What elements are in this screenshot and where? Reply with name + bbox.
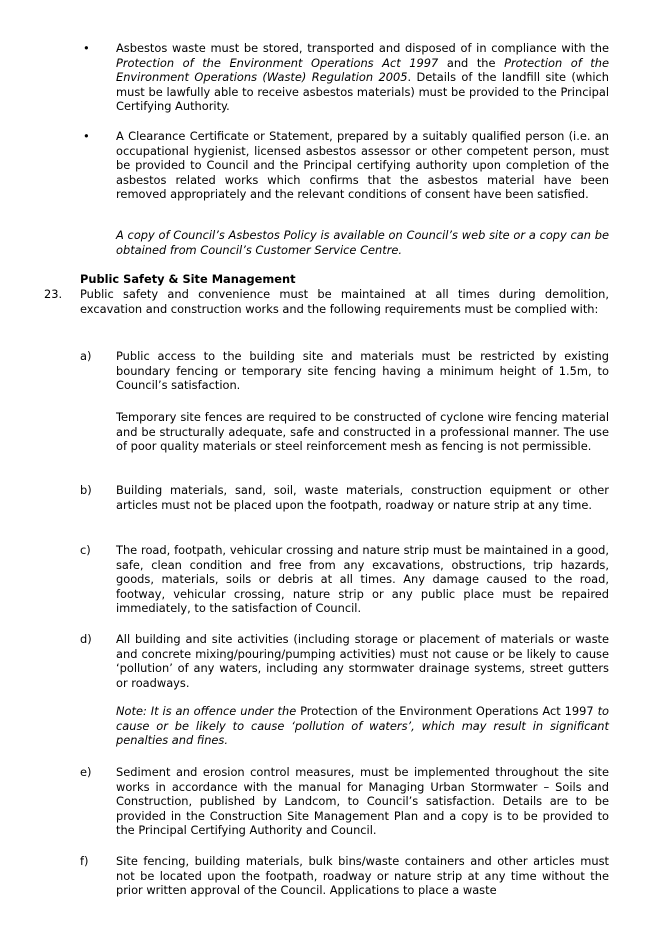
condition-intro: Public safety and convenience must be maintained at all times during demolition, excavation and construction works and the following requirements must be complied with: <box>80 287 609 316</box>
item-a-paragraph-2: Temporary site fences are required to be constructed of cyclone wire fencing material and be structurally adequate, safe and constructed in a professional manner. The use of poor quality materials or steel reinforcement mesh as fencing is not permissible. <box>116 410 609 454</box>
bullet-paragraph-asbestos-disposal: Asbestos waste must be stored, transported and disposed of in compliance with the Protection of the Environment Operations Act 1997 and the Protection of the Environment Operations (Waste) Regulation 2005. Details of the landfill site (which must be lawfully able to receive asbestos materials) must be provided to the Principal Certifying Authority. <box>116 41 610 114</box>
item-label-a: a) <box>80 349 92 363</box>
item-f-paragraph: Site fencing, building materials, bulk bins/waste containers and other articles must not be located upon the footpath, roadway or nature strip at any time without the prior written approval of the Council. Applications to place a waste <box>116 854 609 898</box>
item-label-f: f) <box>80 854 89 868</box>
item-label-b: b) <box>80 483 92 497</box>
section-heading: Public Safety & Site Management <box>80 272 296 286</box>
item-label-e: e) <box>80 765 92 779</box>
item-label-d: d) <box>80 632 92 646</box>
bullet-marker: • <box>83 41 90 55</box>
item-label-c: c) <box>80 543 91 557</box>
bullet-marker: • <box>83 129 90 143</box>
item-d-note: Note: It is an offence under the Protection of the Environment Operations Act 1997 to cause or be likely to cause ‘pollution of waters’, which may result in significant penalties and fines. <box>116 704 609 748</box>
item-c-paragraph: The road, footpath, vehicular crossing and nature strip must be maintained in a good, safe, clean condition and free from any excavations, obstructions, trip hazards, goods, materials, soils or debris at all times. Any damage caused to the road, footway, vehicular crossing, nature strip or any public place must be repaired immediately, to the satisfaction of Council. <box>116 543 609 616</box>
item-d-paragraph: All building and site activities (including storage or placement of materials or waste and concrete mixing/pouring/pumping activities) must not cause or be likely to cause ‘pollution’ of any waters, including any stormwater drainage systems, street gutters or roadways. <box>116 632 609 690</box>
item-e-paragraph: Sediment and erosion control measures, must be implemented throughout the site works in accordance with the manual for Managing Urban Stormwater – Soils and Construction, published by Landcom, to Council’s satisfaction. Details are to be provided in the Construction Site Management Plan and a copy is to be provided to the Principal Certifying Authority and Council. <box>116 765 609 838</box>
item-a-paragraph-1: Public access to the building site and materials must be restricted by existing boundary fencing or temporary site fencing having a minimum height of 1.5m, to Council’s satisfaction. <box>116 349 609 393</box>
item-b-paragraph: Building materials, sand, soil, waste materials, construction equipment or other articles must not be placed upon the footpath, roadway or nature strip at any time. <box>116 483 609 512</box>
asbestos-policy-note: A copy of Council’s Asbestos Policy is available on Council’s web site or a copy can be obtained from Council’s Customer Service Centre. <box>116 228 609 257</box>
bullet-paragraph-clearance-certificate: A Clearance Certificate or Statement, prepared by a suitably qualified person (i.e. an occupational hygienist, licensed asbestos assessor or other competent person, must be provided to Council and the Principal certifying authority upon completion of the asbestos related works which confirms that the asbestos material have been removed appropriately and the relevant conditions of consent have been satisfied. <box>116 129 609 202</box>
condition-number: 23. <box>44 287 63 301</box>
